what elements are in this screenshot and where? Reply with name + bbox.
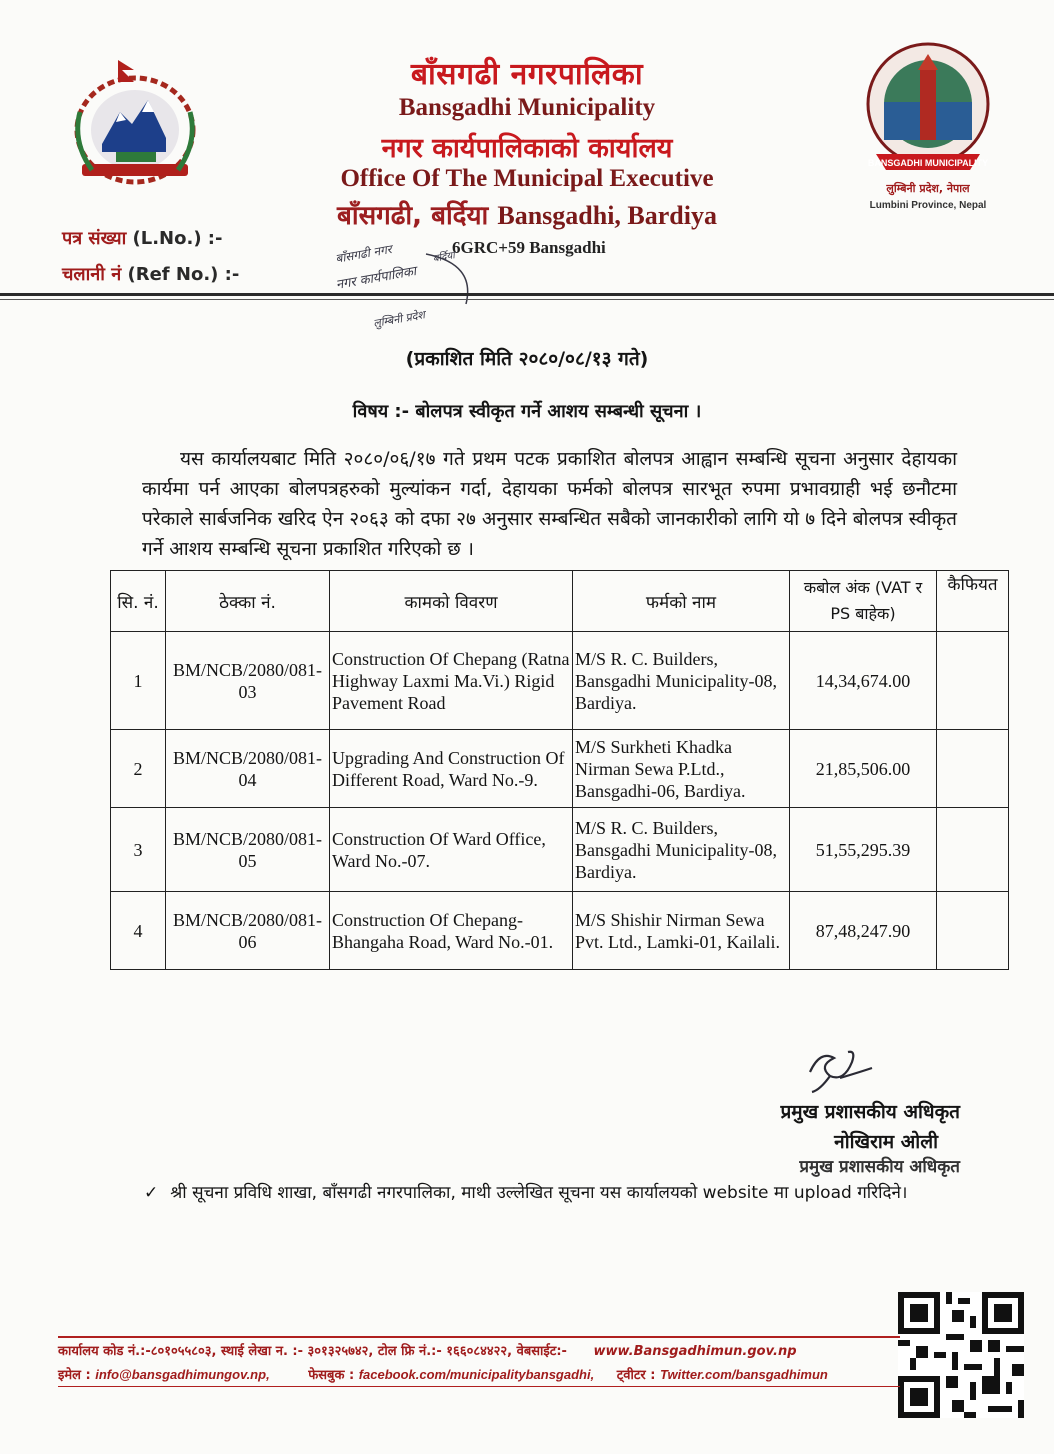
municipality-name-np: बाँसगढी नगरपालिका — [410, 57, 644, 92]
table-row — [111, 808, 1009, 892]
footer-office-codes: कार्यालय कोड नं.:-८०१०५५८०३, स्थाई लेखा न. :- ३०१३२५७४२, टोल फ्रि नं.:- १६६०८४४२२, वेबसाईट:- — [58, 1344, 567, 1359]
cell-firm: M/S Surkheti Khadka Nirman Sewa P.Ltd., Bansgadhi-06, Bardiya. — [573, 730, 790, 808]
handwritten-signature — [800, 1042, 880, 1098]
signatory-name: नोखिराम ओली — [834, 1131, 938, 1153]
address-np: बाँसगढी, बर्दिया — [337, 201, 489, 231]
cell-work: Construction Of Ward Office, Ward No.-07. — [330, 808, 573, 892]
signatory-stamp-title: प्रमुख प्रशासकीय अधिकृत — [799, 1157, 960, 1177]
footer-social-line — [58, 1365, 828, 1383]
cell-work: Construction Of Chepang (Ratna Highway Laxmi Ma.Vi.) Rigid Pavement Road — [330, 632, 573, 730]
header-divider — [0, 293, 1054, 296]
cell-remarks — [937, 632, 1009, 730]
header-contract: ठेक्का नं. — [166, 571, 330, 632]
upload-note-text: श्री सूचना प्रविधि शाखा, बाँसगढी नगरपालिका, माथी उल्लेखित सूचना यस कार्यालयको website मा upload गरिदिने। — [170, 1183, 908, 1203]
svg-text:बाँसगढी नगर: बाँसगढी नगर — [334, 242, 393, 266]
logo-province-np: लुम्बिनी प्रदेश, नेपाल — [886, 182, 970, 195]
cell-contract: BM/NCB/2080/081-04 — [166, 730, 330, 808]
footer-divider-bottom — [58, 1386, 900, 1387]
table-header-row — [111, 571, 1009, 632]
cell-sn: 4 — [111, 892, 166, 970]
table-row — [111, 892, 1009, 970]
office-stamp — [326, 224, 496, 332]
facebook-label: फेसबुक : — [308, 1368, 355, 1383]
header-divider-thin — [0, 299, 1054, 300]
svg-text:लुम्बिनी प्रदेश: लुम्बिनी प्रदेश — [372, 308, 426, 331]
twitter-label: ट्वीटर : — [616, 1368, 656, 1383]
email-label: इमेल : — [58, 1368, 91, 1383]
table-row — [111, 730, 1009, 808]
cell-sn: 2 — [111, 730, 166, 808]
signatory-title: प्रमुख प्रशासकीय अधिकृत — [780, 1101, 960, 1123]
notice-body — [142, 444, 957, 564]
header-sn: सि. नं. — [111, 571, 166, 632]
letter-number-label: पत्र संख्या (L.No.) :- — [62, 228, 223, 249]
notice-subject: विषय :- बोलपत्र स्वीकृत गर्ने आशय सम्बन्धी सूचना । — [352, 401, 702, 422]
header-remarks: कैफियत — [937, 571, 1009, 632]
body-paragraph: यस कार्यालयबाट मिति २०८०/०६/१७ गते प्रथम पटक प्रकाशित बोलपत्र आह्वान सम्बन्धि सूचना अनुसार देहायका कार्यमा पर्न आएका बोलपत्रहरुको मुल्यांकन गर्दा, देहायका फर्मको बोलपत्र सारभूत रुपमा प्रभावग्राही भई छनौटमा परेकाले सार्बजनिक खरिद ऐन २०६३ को दफा २७ अनुसार सम्बन्धित सबैको जानकारीको लागि यो ७ दिने बोलपत्र स्वीकृत गर्ने आशय सम्बन्धि सूचना प्रकाशित गरिएको छ । — [142, 448, 957, 560]
plus-code: 6GRC+59 Bansgadhi — [452, 238, 606, 257]
qr-code — [898, 1292, 1024, 1418]
cell-remarks — [937, 808, 1009, 892]
twitter-link[interactable]: Twitter.com/bansgadhimun — [660, 1367, 828, 1382]
published-date: (प्रकाशित मिति २०८०/०८/१३ गते) — [405, 348, 649, 370]
header-amount: कबोल अंक (VAT र PS बाहेक) — [790, 571, 937, 632]
cell-remarks — [937, 892, 1009, 970]
cell-remarks — [937, 730, 1009, 808]
municipality-name-en: Bansgadhi Municipality — [398, 94, 656, 121]
cell-amount: 14,34,674.00 — [790, 632, 937, 730]
cell-work: Construction Of Chepang-Bhangaha Road, Ward No.-01. — [330, 892, 573, 970]
cell-amount: 21,85,506.00 — [790, 730, 937, 808]
footer-website-link[interactable]: www.Bansgadhimun.gov.np — [593, 1344, 797, 1359]
cell-sn: 1 — [111, 632, 166, 730]
logo-banner-text: BANSGADHI MUNICIPALITY — [867, 158, 989, 168]
svg-text:बर्दिया: बर्दिया — [432, 250, 456, 265]
cell-work: Upgrading And Construction Of Different Road, Ward No.-9. — [330, 730, 573, 808]
cell-contract: BM/NCB/2080/081-06 — [166, 892, 330, 970]
cell-amount: 87,48,247.90 — [790, 892, 937, 970]
header-firm: फर्मको नाम — [573, 571, 790, 632]
office-name-en: Office Of The Municipal Executive — [340, 165, 714, 192]
cell-firm: M/S Shishir Nirman Sewa Pvt. Ltd., Lamki-01, Kailali. — [573, 892, 790, 970]
reference-number-label: चलानी नं (Ref No.) :- — [62, 264, 240, 285]
table-row — [111, 632, 1009, 730]
footer-divider — [58, 1336, 900, 1338]
office-name-np: नगर कार्यपालिकाको कार्यालय — [381, 133, 673, 164]
cell-amount: 51,55,295.39 — [790, 808, 937, 892]
cell-sn: 3 — [111, 808, 166, 892]
cell-contract: BM/NCB/2080/081-03 — [166, 632, 330, 730]
cell-firm: M/S R. C. Builders, Bansgadhi Municipality-08, Bardiya. — [573, 632, 790, 730]
email-link[interactable]: info@bansgadhimungov.np, — [95, 1367, 270, 1382]
logo-province-en: Lumbini Province, Nepal — [869, 200, 987, 211]
cell-firm: M/S R. C. Builders, Bansgadhi Municipality-08, Bardiya. — [573, 808, 790, 892]
upload-note — [144, 1180, 907, 1203]
bid-table — [110, 570, 1009, 970]
cell-contract: BM/NCB/2080/081-05 — [166, 808, 330, 892]
checkmark-icon: ✓ — [144, 1183, 159, 1203]
header-work: कामको विवरण — [330, 571, 573, 632]
footer-contact-line — [58, 1341, 797, 1359]
svg-text:नगर कार्यपालिका: नगर कार्यपालिका — [334, 264, 418, 293]
address-en: Bansgadhi, Bardiya — [497, 201, 717, 230]
facebook-link[interactable]: facebook.com/municipalitybansgadhi, — [358, 1367, 595, 1382]
